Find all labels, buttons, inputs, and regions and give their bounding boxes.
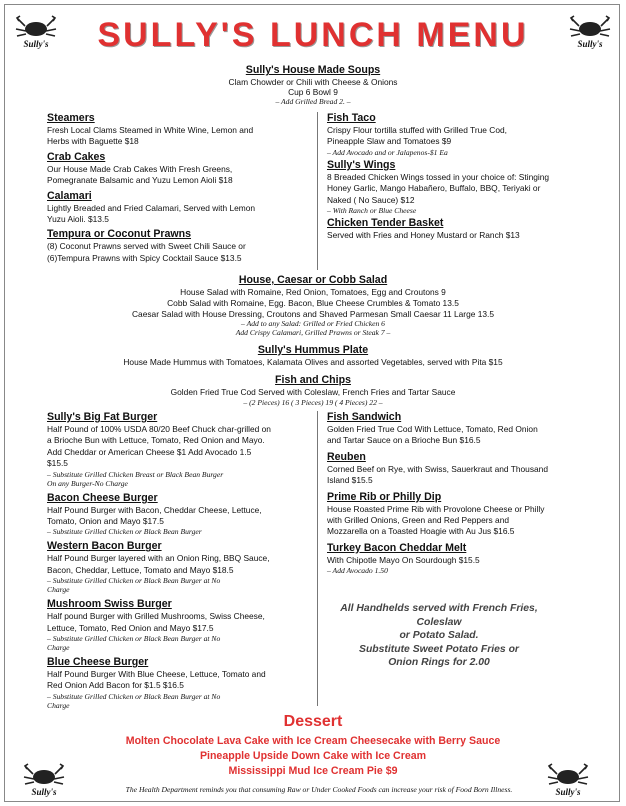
item-note: – Substitute Grilled Chicken or Black Bean Burger at No Charge	[47, 691, 221, 710]
item-name: Sully's Big Fat Burger	[47, 411, 158, 423]
logo-text: Sully's	[31, 787, 57, 797]
item-desc: Corned Beef on Rye, with Swiss, Sauerkraut and Thousand Island $15.5	[327, 463, 548, 486]
item-name: Prime Rib or Philly Dip	[327, 490, 442, 503]
item-name: Steamers	[47, 112, 95, 124]
logo-text: Sully's	[23, 39, 49, 49]
item-name: Mushroom Swiss Burger	[47, 598, 172, 611]
menu-item	[327, 491, 617, 538]
item-desc: Our House Made Crab Cakes With Fresh Greens, Pomegranate Balsamic and Yuzu Lemon Aioli $18	[47, 163, 233, 186]
menu-item	[327, 112, 617, 157]
item-desc: Half Pound Burger with Bacon, Cheddar Cheese, Lettuce, Tomato, Onion and Mayo $17.5	[47, 504, 262, 527]
soups-price: Cup 6 Bowl 9	[288, 87, 338, 98]
item-desc: House Roasted Prime Rib with Provolone Cheese or Philly with Grilled Onions, Green and Red Peppers and Mozzarella on a Toasted Hoagie with Au Jus $16.5	[327, 503, 545, 537]
hummus-line: House Made Hummus with Tomatoes, Kalamata Olives and assorted Vegetables, served with Pita $15	[123, 357, 503, 367]
item-note: – Add Avocado and or Jalapenos-$1 Ea	[327, 147, 448, 157]
menu-item	[47, 411, 315, 488]
item-name: Calamari	[47, 189, 92, 202]
item-name: Turkey Bacon Cheddar Melt	[327, 541, 467, 554]
soups-note: – Add Grilled Bread 2. –	[275, 97, 351, 107]
sandwiches-column	[327, 411, 617, 575]
column-divider	[317, 411, 318, 706]
item-desc: Lightly Breaded and Fried Calamari, Served with Lemon Yuzu Aioli. $13.5	[47, 202, 256, 225]
soups-line: Clam Chowder or Chili with Cheese & Onions	[228, 77, 398, 87]
logo-text: Sully's	[577, 39, 603, 49]
item-desc: With Chipotle Mayo On Sourdough $15.5	[327, 554, 480, 565]
fish-chips-line: Golden Fried True Cod Served with Coleslaw, French Fries and Tartar Sauce	[170, 387, 456, 397]
burgers-column	[47, 411, 315, 710]
item-name: Sully's Wings	[327, 158, 396, 171]
item-desc: Half Pound Burger layered with an Onion Ring, BBQ Sauce, Bacon, Cheddar, Lettuce, Tomato and Mayo $18.5	[47, 553, 270, 575]
menu-item	[47, 228, 315, 264]
soups-section	[120, 64, 506, 106]
item-note: – Add Avocado 1.50	[327, 566, 388, 576]
menu-item	[327, 411, 617, 447]
item-name: Crab Cakes	[47, 150, 106, 163]
item-name: Tempura or Coconut Prawns	[47, 228, 192, 241]
handhelds-note: All Handhelds served with French Fries, Coleslaw or Potato Salad. Substitute Sweet Potato Fries or Onion Rings for 2.00	[340, 603, 538, 669]
salad-line: Caesar Salad with House Dressing, Croutons and Shaved Parmesan Small Caesar 11 Large 13.5	[131, 308, 495, 319]
hummus-section	[60, 344, 566, 368]
menu-item	[47, 598, 315, 652]
menu-item	[47, 492, 315, 537]
menu-item	[327, 217, 617, 241]
health-disclaimer: The Health Department reminds you that consuming Raw or Under Cooked Foods can increase your risk of Food Born Illness.	[125, 785, 513, 794]
item-name: Blue Cheese Burger	[47, 656, 149, 669]
hummus-heading: Sully's Hummus Plate	[257, 344, 369, 356]
fish-chips-heading: Fish and Chips	[275, 374, 351, 386]
item-desc: 8 Breaded Chicken Wings tossed in your choice of: Stinging Honey Garlic, Mango Habañero, Buffalo, BBQ, Teriyaki or Naked ( No Sauce) $12	[327, 171, 550, 205]
item-name: Fish Taco	[327, 112, 376, 124]
item-desc: Half pound Burger with Grilled Mushrooms, Swiss Cheese, Lettuce, Tomato, Red Onion and Mayo $17.5	[47, 611, 265, 633]
right-appetizers	[327, 112, 617, 241]
fish-chips-section	[60, 374, 566, 407]
salad-note: Add Crispy Calamari, Grilled Prawns or Steak 7 –	[235, 328, 391, 338]
item-desc: Fresh Local Clams Steamed in White Wine, Lemon and Herbs with Baguette $18	[47, 125, 254, 147]
menu-item	[47, 151, 315, 187]
menu-item	[47, 540, 315, 594]
item-desc: Crispy Flour tortilla stuffed with Grilled True Cod, Pineapple Slaw and Tomatoes $9	[327, 125, 507, 147]
dessert-line: Molten Chocolate Lava Cake with Ice Cream Cheesecake with Berry Sauce	[125, 735, 501, 747]
menu-item	[47, 112, 315, 148]
item-name: Bacon Cheese Burger	[47, 491, 158, 504]
salad-line: House Salad with Romaine, Red Onion, Tomatoes, Egg and Croutons 9	[180, 287, 446, 297]
soups-heading: Sully's House Made Soups	[245, 64, 381, 76]
item-desc: Golden Fried True Cod With Lettuce, Tomato, Red Onion and Tartar Sauce on a Brioche Bun $16.5	[327, 424, 538, 446]
menu-item	[47, 656, 315, 710]
left-appetizers	[47, 112, 315, 264]
menu-item	[327, 451, 617, 487]
item-name: Fish Sandwich	[327, 411, 402, 423]
fish-chips-note: – (2 Pieces) 16 ( 3 Pieces) 19 ( 4 Pieces) 22 –	[243, 398, 383, 408]
dessert-line: Pineapple Upside Down Cake with Ice Cream	[199, 750, 427, 762]
item-name: Chicken Tender Basket	[327, 217, 444, 230]
dessert-line: Mississippi Mud Ice Cream Pie $9	[228, 765, 398, 777]
dessert-heading: Dessert	[283, 713, 343, 730]
menu-item	[327, 159, 617, 215]
salad-heading: House, Caesar or Cobb Salad	[238, 274, 388, 286]
item-desc: Served with Fries and Honey Mustard or Ranch $13	[327, 230, 520, 241]
item-desc: Half Pound of 100% USDA 80/20 Beef Chuck char-grilled on a Brioche Bun with Lettuce, Tomato, Red Onion and Mayo. Add Cheddar or American Cheese $1 Add Avocado 1.5 $15.5	[47, 424, 271, 469]
item-note: – Substitute Grilled Chicken Breast or Black Bean Burger On any Burger-No Charge	[47, 469, 224, 488]
salad-section	[60, 274, 566, 337]
item-note: – Substitute Grilled Chicken or Black Bean Burger at No Charge	[47, 634, 221, 653]
column-divider	[317, 112, 318, 270]
item-desc: Half Pound Burger With Blue Cheese, Lettuce, Tomato and Red Onion Add Bacon for $1.5 $16.5	[47, 669, 266, 691]
item-note: – Substitute Grilled Chicken or Black Bean Burger at No Charge	[47, 576, 221, 595]
item-desc: (8) Coconut Prawns served with Sweet Chili Sauce or (6)Tempura Prawns with Spicy Cocktail Sauce $13.5	[47, 241, 246, 263]
menu-item	[327, 542, 617, 575]
logo-text: Sully's	[555, 787, 581, 797]
salad-note: – Add to any Salad: Grilled or Fried Chicken 6	[241, 319, 385, 329]
salad-line: Cobb Salad with Romaine, Egg. Bacon, Blue Cheese Crumbles & Tomato 13.5	[167, 297, 459, 308]
menu-title: SULLY'S LUNCH MENU	[97, 16, 529, 54]
menu-item	[47, 190, 315, 226]
item-name: Western Bacon Burger	[47, 540, 162, 553]
item-note: – With Ranch or Blue Cheese	[327, 206, 417, 216]
item-note: – Substitute Grilled Chicken or Black Bean Burger	[47, 527, 202, 537]
item-name: Reuben	[327, 450, 366, 463]
